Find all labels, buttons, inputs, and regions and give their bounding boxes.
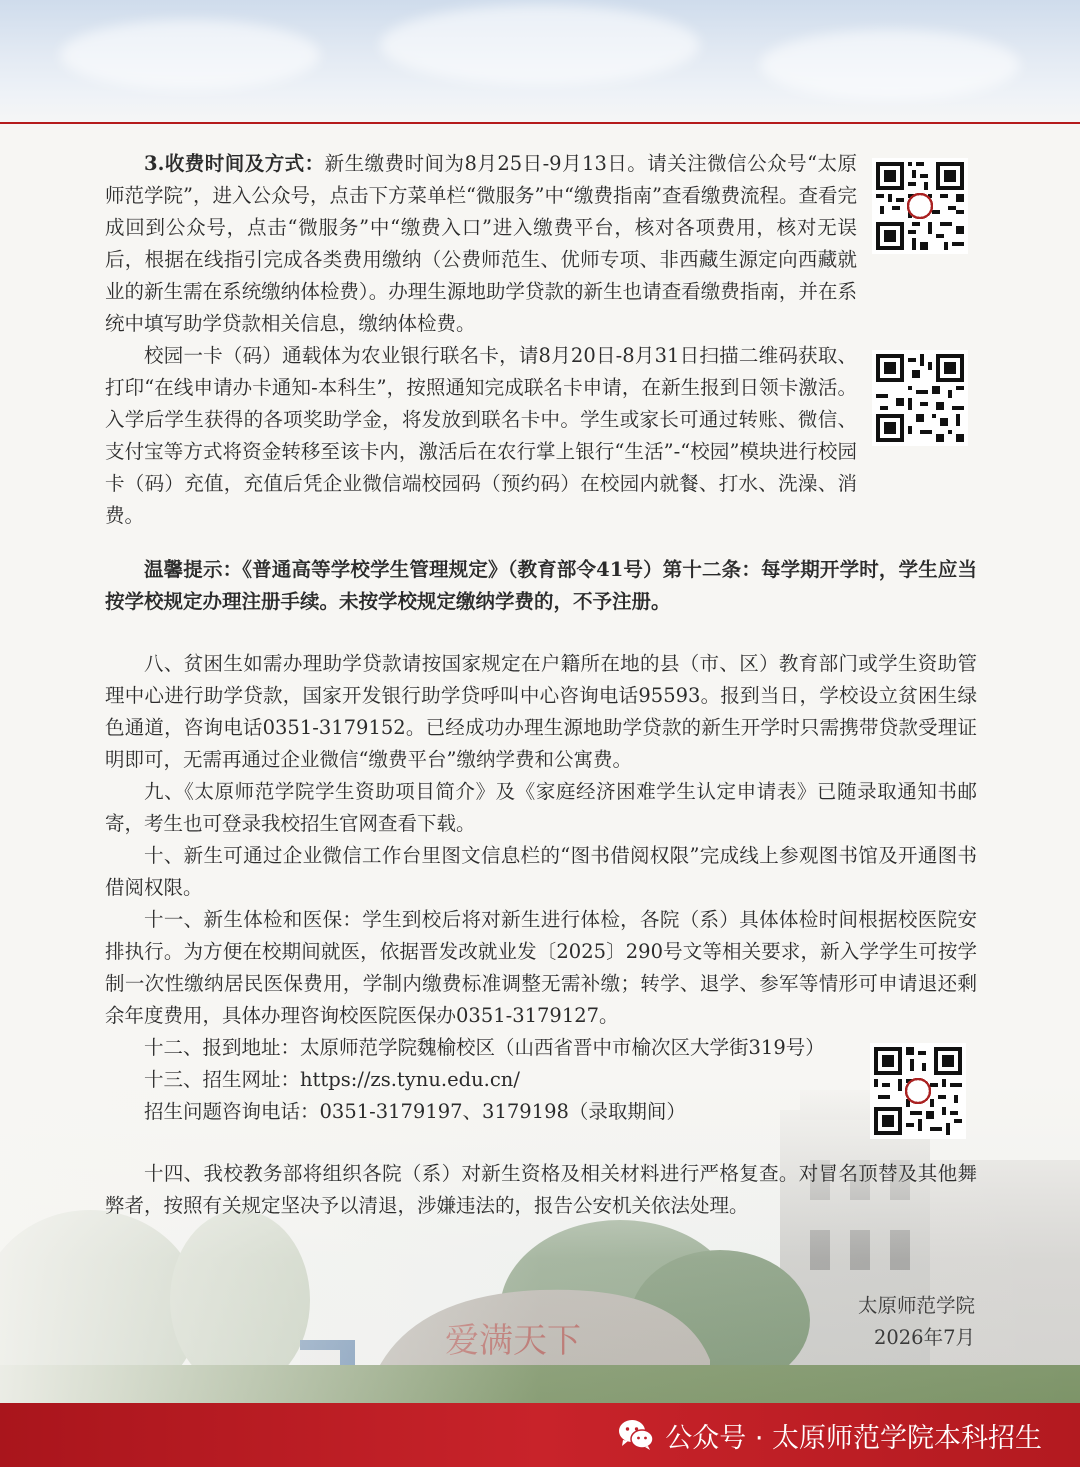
section3-fee (105, 148, 857, 340)
signature-block (858, 1290, 975, 1354)
main-content (105, 148, 977, 1222)
qr-code-icon (870, 1043, 966, 1139)
footer-banner (0, 1403, 1080, 1467)
section3-heading: 3.收费时间及方式： (144, 152, 325, 175)
wechat-icon (617, 1418, 655, 1452)
item-14: 十四、我校教务部将组织各院（系）对新生资格及相关材料进行严格复查。对冒名顶替及其他舞弊者，按照有关规定坚决予以清退，涉嫌违法的，报告公安机关依法处理。 (105, 1162, 977, 1217)
item-13: 十三、招生网址：https://zs.tynu.edu.cn/ (144, 1068, 520, 1091)
footer-account[interactable] (617, 1413, 1042, 1457)
signature-date: 2026年7月 (873, 1326, 975, 1349)
item-9: 九、《太原师范学院学生资助项目简介》及《家庭经济困难学生认定申请表》已随录取通知书邮寄，考生也可登录我校招生官网查看下载。 (105, 780, 977, 835)
qr-code-icon (872, 158, 968, 254)
item-10: 十、新生可通过企业微信工作台里图文信息栏的“图书借阅权限”完成线上参观图书馆及开通图书借阅权限。 (105, 844, 977, 899)
section3-text: 新生缴费时间为8月25日-9月13日。请关注微信公众号“太原师范学院”，进入公众号，点击下方菜单栏“微服务”中“缴费指南”查看缴费流程。查看完成回到公众号，点击“微服务”中“缴费入口”进入缴费平台，核对各项费用，核对无误后，根据在线指引完成各类费用缴纳（公费师范生、优师专项、非西藏生源定向西藏就业的新生需在系统缴纳体检费）。办理生源地助学贷款的新生也请查看缴费指南，并在系统中填写助学贷款相关信息，缴纳体检费。 (105, 152, 857, 335)
item-12: 十二、报到地址：太原师范学院魏榆校区（山西省晋中市榆次区大学街319号） (144, 1036, 825, 1059)
qr-code-icon (872, 350, 968, 446)
qr-code-admission[interactable] (870, 1043, 966, 1139)
admission-phone: 招生问题咨询电话：0351-3179197、3179198（录取期间） (144, 1100, 686, 1123)
top-divider (0, 122, 1080, 124)
item-11: 十一、新生体检和医保：学生到校后将对新生进行体检，各院（系）具体体检时间根据校医院安排执行。为方便在校期间就医，依据晋发改就业发〔2025〕290号文等相关要求，新入学学生可按学制一次性缴纳居民医保费用，学制内缴费标准调整无需补缴；转学、退学、参军等情形可申请退还剩余年度费用，具体办理咨询校医院医保办0351-3179127。 (105, 908, 977, 1027)
campus-card-paragraph: 校园一卡（码）通载体为农业银行联名卡，请8月20日-8月31日扫描二维码获取、打印“在线申请办卡通知-本科生”，按照通知完成联名卡申请，在新生报到日领卡激活。入学后学生获得的各项奖助学金，将发放到联名卡中。学生或家长可通过转账、微信、支付宝等方式将资金转移至该卡内，激活后在农行掌上银行“生活”-“校园”模块进行校园卡（码）充值，充值后凭企业微信端校园码（预约码）在校园内就餐、打水、洗澡、消费。 (105, 344, 857, 527)
sky-banner (0, 0, 1080, 125)
warm-notice: 温馨提示：《普通高等学校学生管理规定》（教育部令41号）第十二条：每学期开学时，学生应当按学校规定办理注册手续。未按学校规定缴纳学费的，不予注册。 (105, 558, 977, 613)
qr-code-card[interactable] (872, 350, 968, 446)
qr-code-payment[interactable] (872, 158, 968, 254)
footer-text: 公众号 · 太原师范学院本科招生 (665, 1422, 1042, 1454)
item-8: 八、贫困生如需办理助学贷款请按国家规定在户籍所在地的县（市、区）教育部门或学生资助管理中心进行助学贷款，国家开发银行助学贷呼叫中心咨询电话95593。报到当日，学校设立贫困生绿色通道，咨询电话0351-3179152。已经成功办理生源地助学贷款的新生开学时只需携带贷款受理证明即可，无需再通过企业微信“缴费平台”缴纳学费和公寓费。 (105, 652, 977, 771)
signature-org: 太原师范学院 (857, 1294, 975, 1317)
